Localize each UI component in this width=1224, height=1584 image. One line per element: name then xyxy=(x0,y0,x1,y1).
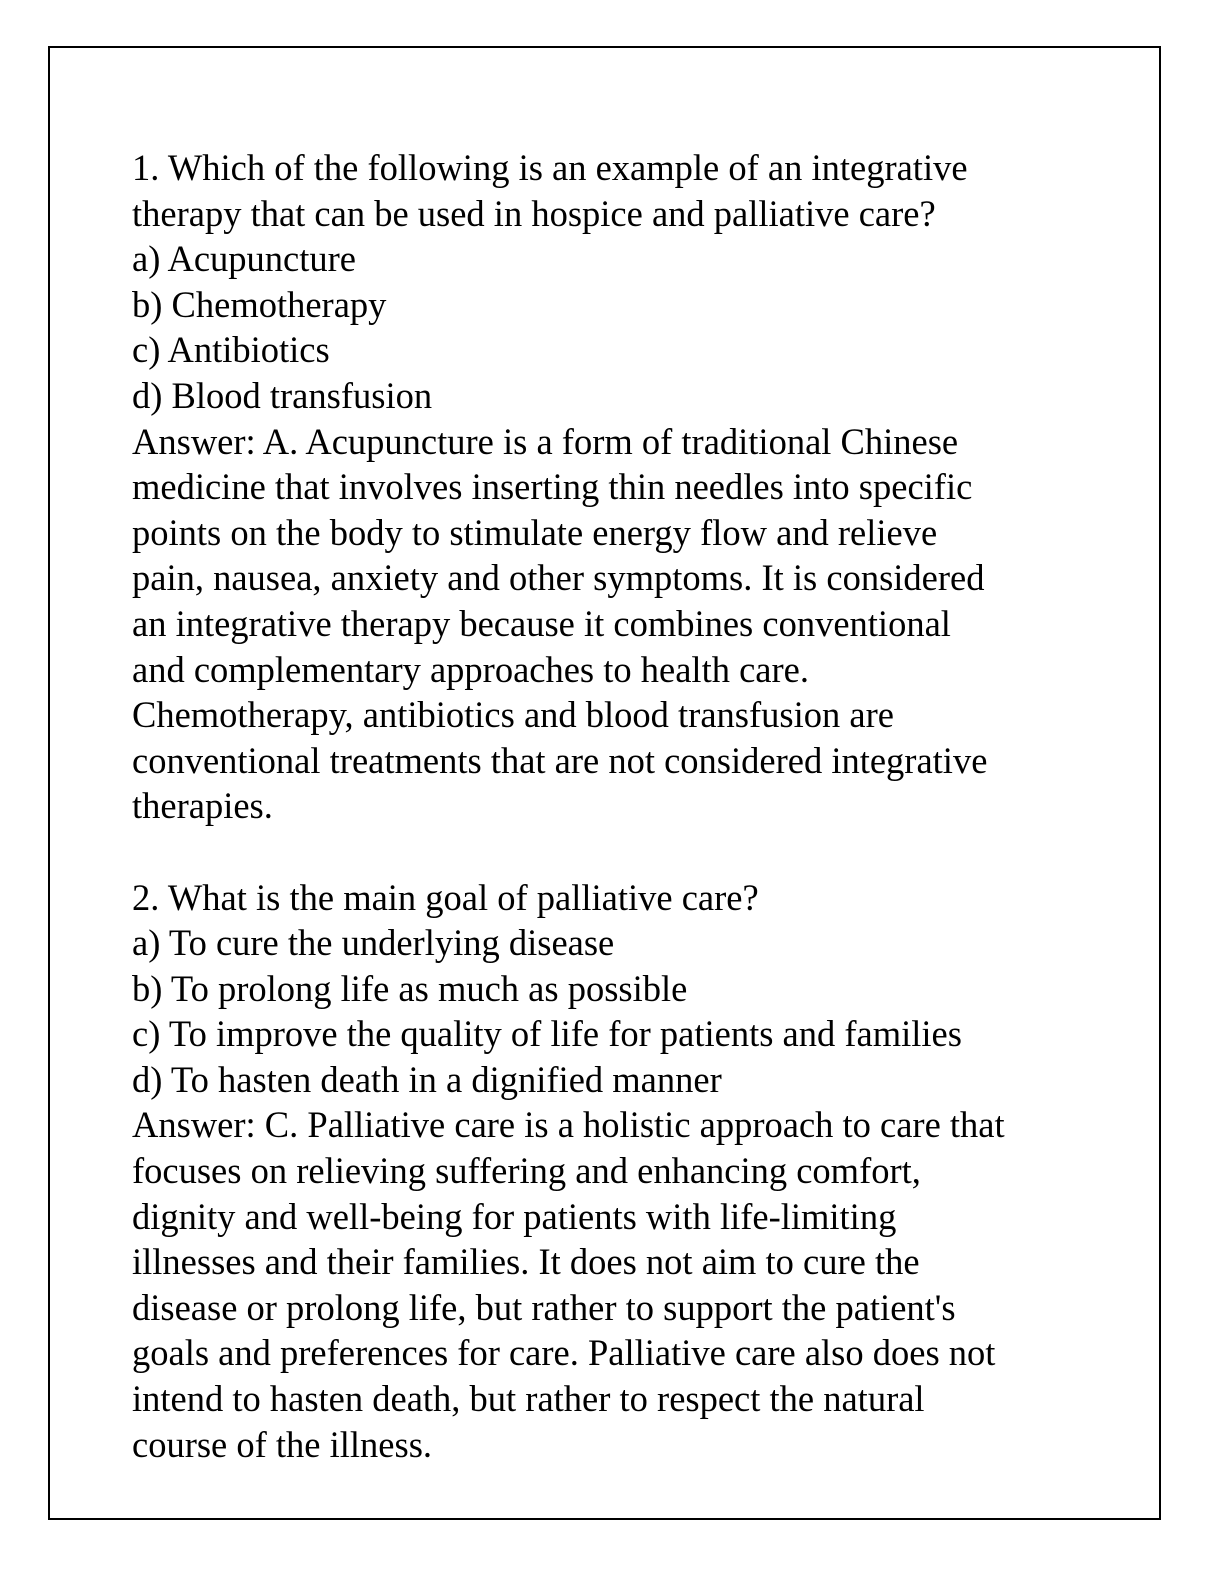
question-1-text: 1. Which of the following is an example of an integrative xyxy=(132,147,968,188)
paragraph-gap xyxy=(132,829,1132,875)
question-1-answer: Answer: A. Acupuncture is a form of traditional Chinese xyxy=(132,420,959,462)
question-1-answer: pain, nausea, anxiety and other symptoms. It is considered xyxy=(132,557,985,599)
question-1-answer: and complementary approaches to health care. xyxy=(132,648,809,690)
quiz-content xyxy=(132,145,1132,1467)
question-1-option-b: b) Chemotherapy xyxy=(132,283,387,325)
question-2-answer: dignity and well-being for patients with life-limiting xyxy=(132,1195,897,1237)
question-1-answer: therapies. xyxy=(132,785,273,827)
question-2-option-b: b) To prolong life as much as possible xyxy=(132,967,688,1009)
question-2-answer: focuses on relieving suffering and enhancing comfort, xyxy=(132,1150,921,1192)
question-1-option-a: a) Acupuncture xyxy=(132,238,356,280)
question-2-answer: illnesses and their families. It does not aim to cure the xyxy=(132,1241,920,1283)
question-2-option-d: d) To hasten death in a dignified manner xyxy=(132,1058,722,1100)
question-1-answer: Chemotherapy, antibiotics and blood transfusion are xyxy=(132,694,894,736)
question-2-answer: Answer: C. Palliative care is a holistic approach to care that xyxy=(132,1104,1005,1146)
question-2-answer: course of the illness. xyxy=(132,1423,433,1465)
question-2-option-c: c) To improve the quality of life for patients and families xyxy=(132,1013,962,1055)
question-1-option-c: c) Antibiotics xyxy=(132,329,330,371)
question-1-answer: an integrative therapy because it combines conventional xyxy=(132,602,951,644)
question-1-option-d: d) Blood transfusion xyxy=(132,374,433,416)
question-1-answer: points on the body to stimulate energy flow and relieve xyxy=(132,511,938,553)
question-2-option-a: a) To cure the underlying disease xyxy=(132,922,615,964)
question-1-answer: medicine that involves inserting thin needles into specific xyxy=(132,466,973,508)
question-2-answer: goals and preferences for care. Palliative care also does not xyxy=(132,1332,996,1374)
question-2-answer: disease or prolong life, but rather to support the patient's xyxy=(132,1286,956,1328)
question-block-1 xyxy=(132,145,1132,829)
question-1-text: therapy that can be used in hospice and palliative care? xyxy=(132,192,936,234)
question-1-answer: conventional treatments that are not considered integrative xyxy=(132,739,988,781)
question-block-2 xyxy=(132,875,1132,1468)
question-2-answer: intend to hasten death, but rather to respect the natural xyxy=(132,1378,925,1420)
question-2-text: 2. What is the main goal of palliative care? xyxy=(132,876,759,918)
